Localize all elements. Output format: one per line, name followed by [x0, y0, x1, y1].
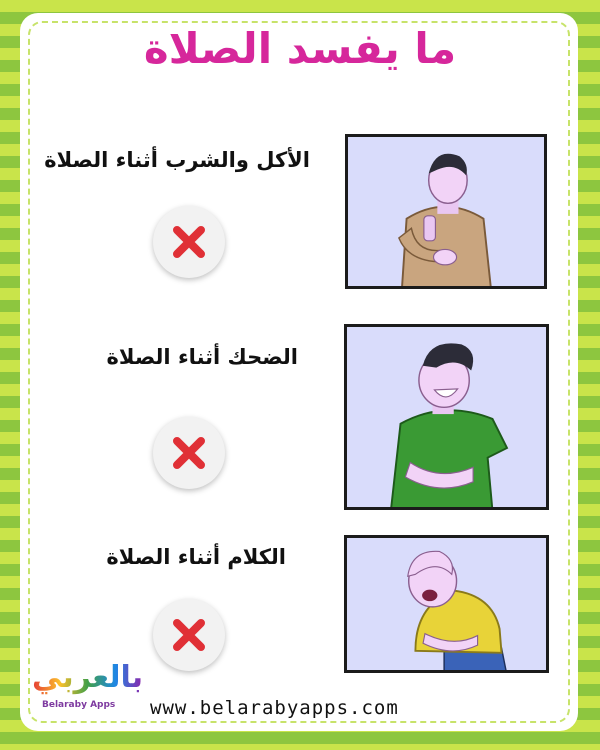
- boy-laughing-illustration: [347, 327, 546, 507]
- boy-eating-illustration: [348, 137, 544, 286]
- x-mark-button[interactable]: [153, 206, 225, 278]
- x-mark-button[interactable]: [153, 599, 225, 671]
- item-label-talking: الكلام أثناء الصلاة: [106, 545, 286, 569]
- logo-subtext: Belaraby Apps: [42, 700, 116, 710]
- illustration-talking: [344, 535, 549, 673]
- item-label-laughing: الضحك أثناء الصلاة: [106, 345, 298, 369]
- x-icon: [172, 436, 206, 470]
- boy-talking-illustration: [347, 538, 546, 670]
- illustration-laughing: [344, 324, 549, 510]
- x-icon: [172, 618, 206, 652]
- x-icon: [172, 225, 206, 259]
- logo-text: بالعربي: [32, 660, 144, 695]
- illustration-eating: [345, 134, 547, 289]
- item-label-eating: الأكل والشرب أثناء الصلاة: [44, 148, 310, 172]
- belaraby-logo: [30, 660, 144, 720]
- x-mark-button[interactable]: [153, 417, 225, 489]
- page-title: ما يفسد الصلاة: [143, 24, 457, 73]
- website-url[interactable]: www.belarabyapps.com: [150, 697, 399, 719]
